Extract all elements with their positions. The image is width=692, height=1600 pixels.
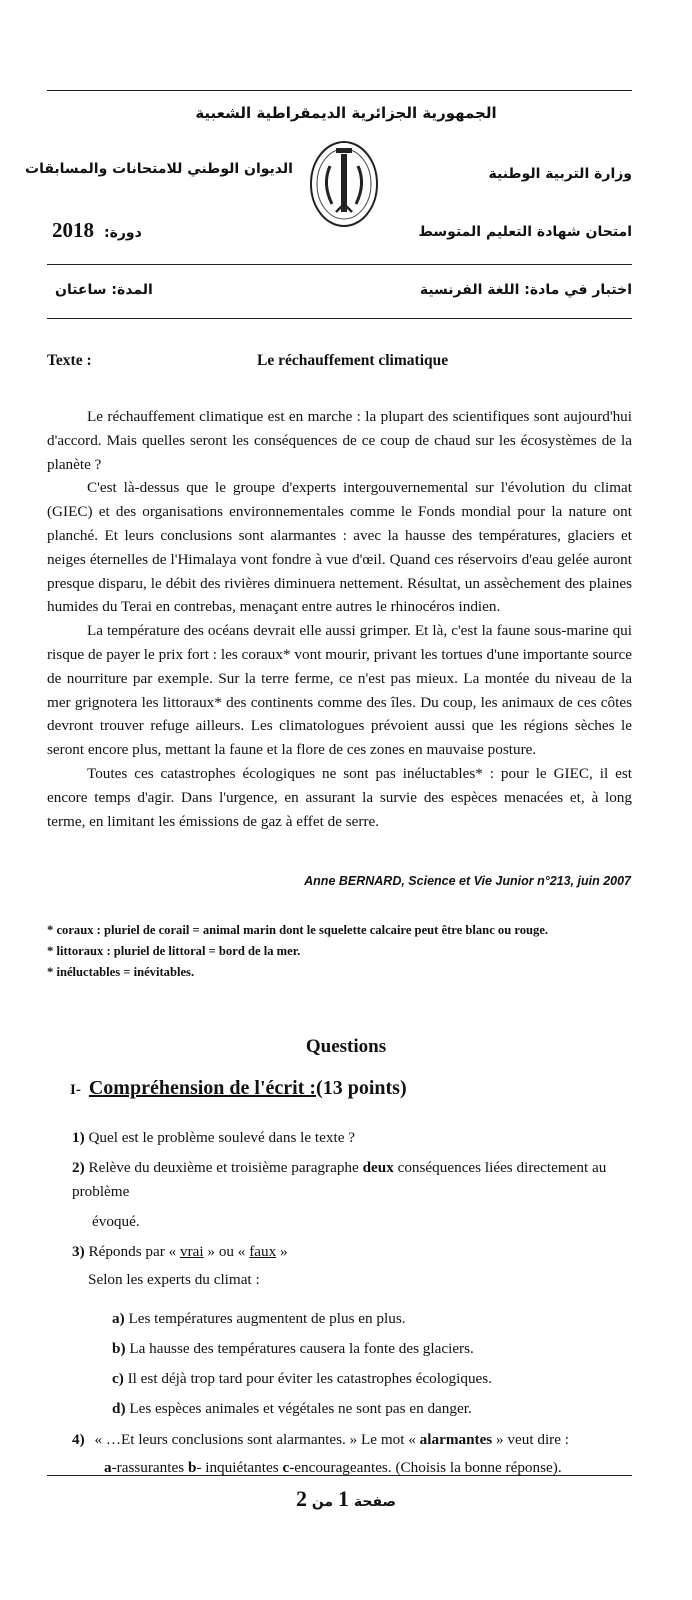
option-d bbox=[112, 1394, 632, 1424]
choice-c-text: -encourageantes. (Choisis la bonne réponse). bbox=[289, 1459, 562, 1476]
section-number: I- bbox=[70, 1082, 81, 1098]
glossary-notes bbox=[47, 920, 548, 983]
page-total: 2 bbox=[295, 1486, 307, 1511]
paragraph-1: Le réchauffement climatique est en marche : la plupart des scientifiques sont aujourd'hui d'accord. Mais quelles seront les conséquences de ce coup de chaud sur les écosystèmes de la planète ? bbox=[47, 408, 632, 473]
question-1 bbox=[72, 1126, 632, 1150]
session-year: 2018 bbox=[52, 218, 94, 242]
exam-name: امتحان شهادة التعليم المتوسط bbox=[418, 224, 632, 240]
choice-c-letter: c bbox=[282, 1459, 290, 1476]
section-title: Compréhension de l'écrit : bbox=[88, 1077, 317, 1099]
question-3-text-b: » ou « bbox=[203, 1243, 250, 1260]
text-title: Le réchauffement climatique bbox=[257, 352, 449, 369]
duration-line: المدة: ساعتان bbox=[55, 282, 153, 298]
ministry-name: وزارة التربية الوطنية bbox=[488, 166, 632, 182]
page-number: 1 bbox=[337, 1486, 349, 1511]
question-3-number: 3) bbox=[72, 1243, 85, 1260]
option-d-letter: d) bbox=[112, 1400, 126, 1417]
choice-a-text: -rassurantes bbox=[111, 1459, 188, 1476]
paragraph-3: La température des océans devrait elle aussi grimper. Et là, c'est la faune sous-marine qui risque de payer le prix fort : les coraux* vont mourir, privant les tortues d'une importante source de nourriture par exemple. Sur la terre ferme, ce n'est pas mieux. La montée du niveau de la mer grignotera les littoraux* des continents comme des îles. Du coup, les animaux de ces côtes devront trouver refuge ailleurs. Les climatologues prévoient aussi que les régions sèches le seront encore plus, mettant la faune et la flore de ces zones en mauvaise posture. bbox=[47, 622, 632, 759]
choice-a-letter: a bbox=[104, 1459, 112, 1476]
option-c-text: Il est déjà trop tard pour éviter les catastrophes écologiques. bbox=[127, 1370, 492, 1387]
page-footer bbox=[0, 1486, 692, 1512]
option-b bbox=[112, 1334, 632, 1364]
footer-rule bbox=[47, 1475, 632, 1476]
question-3-options bbox=[72, 1304, 632, 1424]
option-d-text: Les espèces animales et végétales ne sont pas en danger. bbox=[129, 1400, 472, 1417]
note-coraux: * coraux : pluriel de corail = animal marin dont le squelette calcaire peut être blanc ou rouge. bbox=[47, 923, 549, 937]
question-3-faux: faux bbox=[249, 1243, 277, 1260]
question-2-text-b: conséquences liées directement au problème bbox=[72, 1159, 607, 1200]
question-4-choices bbox=[72, 1456, 632, 1480]
article-body bbox=[47, 405, 632, 833]
of-word: من bbox=[311, 1494, 334, 1510]
office-name: الديوان الوطني للامتحانات والمسابقات bbox=[25, 161, 293, 177]
option-a-letter: a) bbox=[112, 1310, 125, 1327]
section-heading bbox=[70, 1077, 407, 1100]
option-b-text: La hausse des températures causera la fonte des glaciers. bbox=[129, 1340, 474, 1357]
question-1-number: 1) bbox=[72, 1129, 85, 1146]
note-ineluctables: * inéluctables = inévitables. bbox=[47, 965, 195, 979]
option-b-letter: b) bbox=[112, 1340, 126, 1357]
text-label: Texte : bbox=[47, 352, 92, 369]
choice-b-letter: b bbox=[187, 1459, 197, 1476]
question-3 bbox=[72, 1240, 632, 1424]
question-list bbox=[72, 1126, 632, 1480]
top-rule bbox=[47, 90, 632, 91]
choice-b-text: - inquiétantes bbox=[196, 1459, 283, 1476]
page-word: صفحة bbox=[353, 1494, 397, 1510]
session-info bbox=[52, 218, 142, 243]
question-4-text-b: » veut dire : bbox=[492, 1431, 569, 1448]
question-3-text-c: » bbox=[276, 1243, 288, 1260]
emblem-icon bbox=[300, 134, 388, 230]
header-rule-2 bbox=[47, 318, 632, 319]
paragraph-4: Toutes ces catastrophes écologiques ne sont pas inéluctables* : pour le GIEC, il est encore temps d'agir. Dans l'urgence, en assurant la survie des espèces menacées et, à long terme, en limitant les émissions de gaz à effet de serre. bbox=[47, 764, 632, 830]
question-2 bbox=[72, 1156, 632, 1234]
question-2-number: 2) bbox=[72, 1159, 85, 1176]
question-1-text: Quel est le problème soulevé dans le texte ? bbox=[88, 1129, 355, 1146]
option-c-letter: c) bbox=[112, 1370, 124, 1387]
question-4-bold: alarmantes bbox=[419, 1431, 493, 1448]
question-3-intro: Selon les experts du climat : bbox=[88, 1271, 260, 1288]
question-2-continuation: évoqué. bbox=[92, 1213, 140, 1230]
option-a bbox=[112, 1304, 632, 1334]
session-label: دورة: bbox=[104, 225, 142, 241]
question-4-text-a: « …Et leurs conclusions sont alarmantes. » Le mot « bbox=[94, 1431, 420, 1448]
question-4-number: 4) bbox=[72, 1431, 85, 1448]
questions-heading: Questions bbox=[305, 1036, 387, 1057]
question-3-vrai: vrai bbox=[180, 1243, 204, 1260]
subject-line: اختبار في مادة: اللغة الفرنسية bbox=[419, 282, 632, 298]
source-citation: Anne BERNARD, Science et Vie Junior n°213, juin 2007 bbox=[304, 874, 631, 888]
question-3-text-a: Réponds par « bbox=[88, 1243, 180, 1260]
note-littoraux: * littoraux : pluriel de littoral = bord de la mer. bbox=[47, 944, 301, 958]
paragraph-2: C'est là-dessus que le groupe d'experts intergouvernemental sur l'évolution du climat (GIEC) et des organisations environnementales comme le Fonds mondial pour la nature ont planché. Et leurs conclusions sont alarmantes : avec la hausse des températures, glaciers et neiges éternelles de l'Himalaya vont fondre à vue d'œil. Quand ces réservoirs d'eau gelée auront presque disparu, le débit des rivières diminuera nettement. Résultat, un assèchement des plaines humides du Terai en contrebas, menaçant entre autres le rhinocéros indien. bbox=[47, 479, 632, 616]
question-2-text-a: Relève du deuxième et troisième paragraphe bbox=[88, 1159, 363, 1176]
section-points: (13 points) bbox=[316, 1077, 407, 1099]
question-2-bold: deux bbox=[362, 1159, 394, 1176]
question-4 bbox=[72, 1428, 632, 1480]
option-a-text: Les températures augmentent de plus en plus. bbox=[128, 1310, 406, 1327]
header-rule-1 bbox=[47, 264, 632, 265]
option-c bbox=[112, 1364, 632, 1394]
republic-title: الجمهورية الجزائرية الديمقراطية الشعبية bbox=[195, 104, 497, 122]
